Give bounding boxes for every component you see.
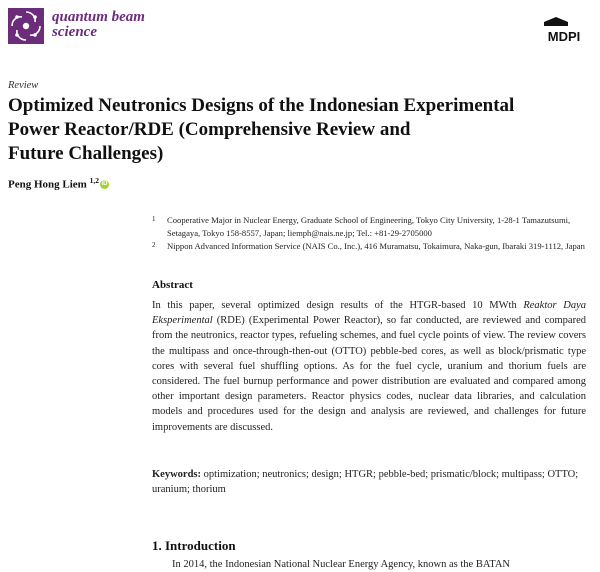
author-affiliation-marks: 1,2 [89,176,99,185]
author-list [8,176,109,191]
abstract-text-part2: (RDE) (Experimental Power Reactor), so far conducted, are reviewed and compared from the neutronics, reactor types, refueling schemes, and fuel cycle points of view. The review covers the multipass and once-through-then-out (OTTO) pebble-bed cores, as well as block/prismatic type cores with several fuel shuffling options. As for the fuel cycle, uranium and thorium fuels are considered. The fuel burnup performance and power distribution are evaluated and compared among other important design parameters. Reactor physics codes, nuclear data libraries, and calculation models and procedures used for the design and analysis are reviewed, and challenges for future improvements are discussed. [152,315,586,433]
affiliation-number: 2 [152,241,156,249]
article-title [8,94,593,166]
publisher-logo-icon [540,14,588,44]
abstract-text-part1: In this paper, several optimized design results of the HTGR-based 10 MWth [152,300,524,311]
abstract-body [152,298,586,435]
article-type: Review [8,80,39,91]
title-line-1: Optimized Neutronics Designs of the Indonesian Experimental [8,95,515,116]
affiliation-item [152,214,592,239]
author-name: Peng Hong Liem [8,178,87,191]
journal-logo-icon [8,8,44,44]
abstract-text-italic: Reaktor Daya Eksperimental [152,300,586,327]
journal-name-line1: quantum beam [52,9,145,25]
affiliation-item [152,240,592,253]
affiliation-number: 1 [152,215,156,223]
section-heading-introduction: 1. Introduction [152,538,236,553]
affiliations [152,214,592,254]
journal-name-line2: science [52,24,97,40]
introduction-first-line: In 2014, the Indonesian National Nuclear Energy Agency, known as the BATAN [172,559,510,570]
affiliation-text: Cooperative Major in Nuclear Energy, Graduate School of Engineering, Tokyo City University, 1-28-1 Tamazutsumi, Setagaya, Tokyo 158-8557, Japan; liemph@nais.ne.jp; Tel.: +81-29-2705000 [167,215,571,238]
affiliation-text: Nippon Advanced Information Service (NAIS Co., Inc.), 416 Muramatsu, Tokaimura, Naka-gun, Ibaraki 319-1112, Japan [167,241,585,251]
keywords [152,467,586,497]
orcid-icon[interactable]: iD [101,180,108,187]
title-line-2: Power Reactor/RDE (Comprehensive Review and [8,119,411,140]
title-line-3: Future Challenges) [8,143,164,164]
journal-name [52,10,145,40]
keywords-label: Keywords: [152,469,201,480]
abstract-heading: Abstract [152,279,193,291]
publisher-name: MDPI [547,29,581,44]
keywords-list: optimization; neutronics; design; HTGR; pebble-bed; prismatic/block; multipass; OTTO; uranium; thorium [152,469,579,496]
